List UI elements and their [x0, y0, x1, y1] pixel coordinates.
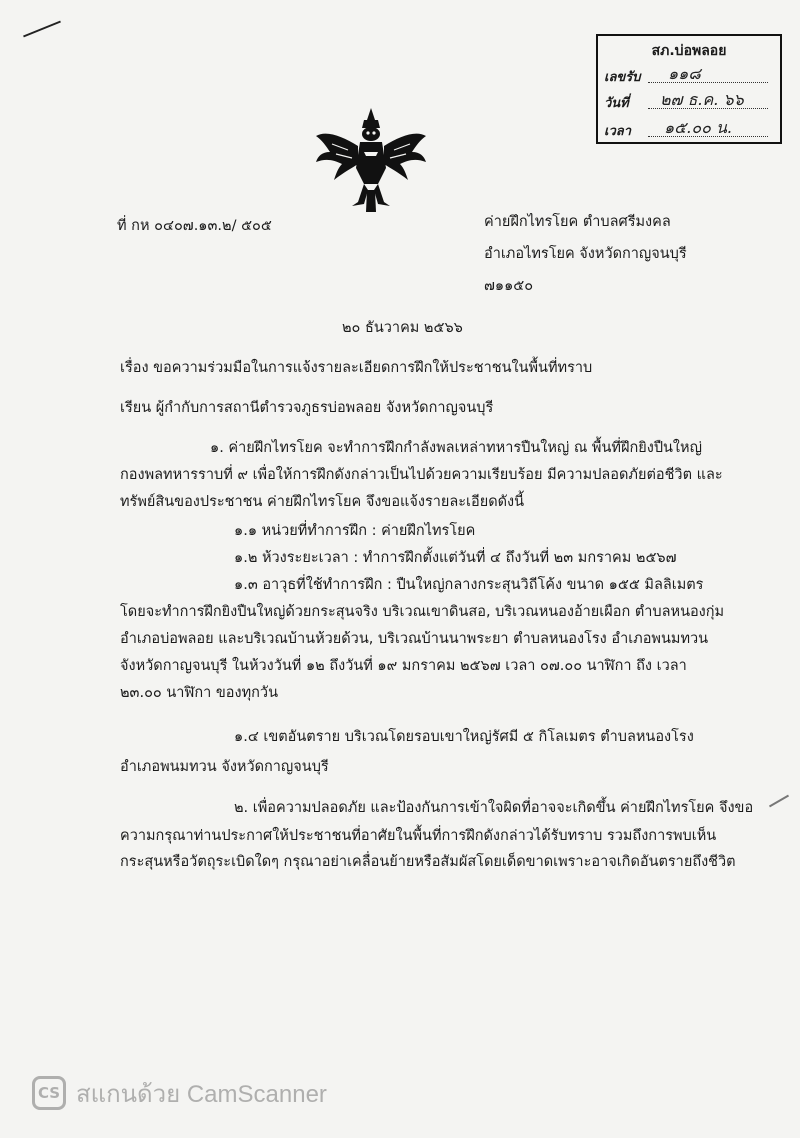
stamp-rec-label: เลขรับ	[604, 70, 641, 85]
stamp-rec-value: ๑๑๘	[668, 64, 701, 83]
sender-address-line: อำเภอไทรโยค จังหวัดกาญจนบุรี	[484, 246, 687, 262]
letter-date: ๒๐ ธันวาคม ๒๕๖๖	[342, 320, 463, 336]
camscanner-watermark	[32, 1075, 327, 1111]
item-1-3-line: โดยจะทำการฝึกยิงปืนใหญ่ด้วยกระสุนจริง บริเวณเขาดินสอ, บริเวณหนองอ้ายเผือก ตำบลหนองกุ่ม	[120, 604, 725, 620]
receipt-stamp	[596, 34, 782, 144]
item-1-3: ๑.๓ อาวุธที่ใช้ทำการฝึก : ปืนใหญ่กลางกระสุนวิถีโค้ง ขนาด ๑๕๕ มิลลิเมตร	[234, 577, 704, 593]
camscanner-text: สแกนด้วย CamScanner	[76, 1080, 327, 1108]
stamp-line	[648, 82, 768, 83]
scan-mark	[769, 795, 789, 808]
stamp-date-value: ๒๗ ธ.ค. ๖๖	[660, 90, 744, 109]
scan-mark	[23, 21, 61, 38]
stamp-time-label: เวลา	[604, 124, 632, 139]
paragraph-2-line: กระสุนหรือวัตถุระเบิดใดๆ กรุณาอย่าเคลื่อนย้ายหรือสัมผัสโดยเด็ดขาดเพราะอาจเกิดอันตรายถึงชีวิต	[120, 854, 736, 870]
item-1-3-line: จังหวัดกาญจนบุรี ในห้วงวันที่ ๑๒ ถึงวันที่ ๑๙ มกราคม ๒๕๖๗ เวลา ๐๗.๐๐ นาฬิกา ถึง เวลา	[120, 658, 687, 674]
item-1-3-line: ๒๓.๐๐ นาฬิกา ของทุกวัน	[120, 685, 278, 701]
letter-recipient: เรียน ผู้กำกับการสถานีตำรวจภูธรบ่อพลอย จังหวัดกาญจนบุรี	[120, 400, 494, 416]
garuda-emblem	[312, 106, 430, 214]
paragraph-1-line: ทรัพย์สินของประชาชน ค่ายฝึกไทรโยค จึงขอแจ้งรายละเอียดดังนี้	[120, 494, 525, 510]
item-1-1: ๑.๑ หน่วยที่ทำการฝึก : ค่ายฝึกไทรโยค	[234, 523, 476, 539]
sender-address-line: ค่ายฝึกไทรโยค ตำบลศรีมงคล	[484, 214, 671, 230]
stamp-title: สภ.บ่อพลอย	[651, 43, 727, 59]
paragraph-2-line: ความกรุณาท่านประกาศให้ประชาชนที่อาศัยในพื้นที่การฝึกดังกล่าวได้รับทราบ รวมถึงการพบเห็น	[120, 828, 717, 844]
item-1-4-line: อำเภอพนมทวน จังหวัดกาญจนบุรี	[120, 759, 329, 775]
document-number: ที่ กห ๐๔๐๗.๑๓.๒/ ๕๐๕	[117, 218, 272, 234]
item-1-3-line: อำเภอบ่อพลอย และบริเวณบ้านห้วยด้วน, บริเวณบ้านนาพระยา ตำบลหนองโรง อำเภอพนมทวน	[120, 631, 709, 647]
paragraph-1-line: กองพลทหารราบที่ ๙ เพื่อให้การฝึกดังกล่าวเป็นไปด้วยความเรียบร้อย มีความปลอดภัยต่อชีวิต และ	[120, 467, 723, 483]
sender-postcode: ๗๑๑๕๐	[484, 278, 534, 294]
paragraph-2-line: ๒. เพื่อความปลอดภัย และป้องกันการเข้าใจผิดที่อาจจะเกิดขึ้น ค่ายฝึกไทรโยค จึงขอ	[234, 800, 754, 816]
item-1-4: ๑.๔ เขตอันตราย บริเวณโดยรอบเขาใหญ่รัศมี ๕ กิโลเมตร ตำบลหนองโรง	[234, 729, 694, 745]
stamp-time-value: ๑๕.๐๐ น.	[664, 118, 732, 137]
camscanner-logo: CS	[32, 1076, 66, 1110]
letter-subject: เรื่อง ขอความร่วมมือในการแจ้งรายละเอียดการฝึกให้ประชาชนในพื้นที่ทราบ	[120, 360, 593, 376]
paragraph-1-line: ๑. ค่ายฝึกไทรโยค จะทำการฝึกกำลังพลเหล่าทหารปืนใหญ่ ณ พื้นที่ฝึกยิงปืนใหญ่	[210, 440, 702, 456]
item-1-2: ๑.๒ ห้วงระยะเวลา : ทำการฝึกตั้งแต่วันที่ ๔ ถึงวันที่ ๒๓ มกราคม ๒๕๖๗	[234, 550, 677, 566]
stamp-date-label: วันที่	[604, 96, 629, 111]
